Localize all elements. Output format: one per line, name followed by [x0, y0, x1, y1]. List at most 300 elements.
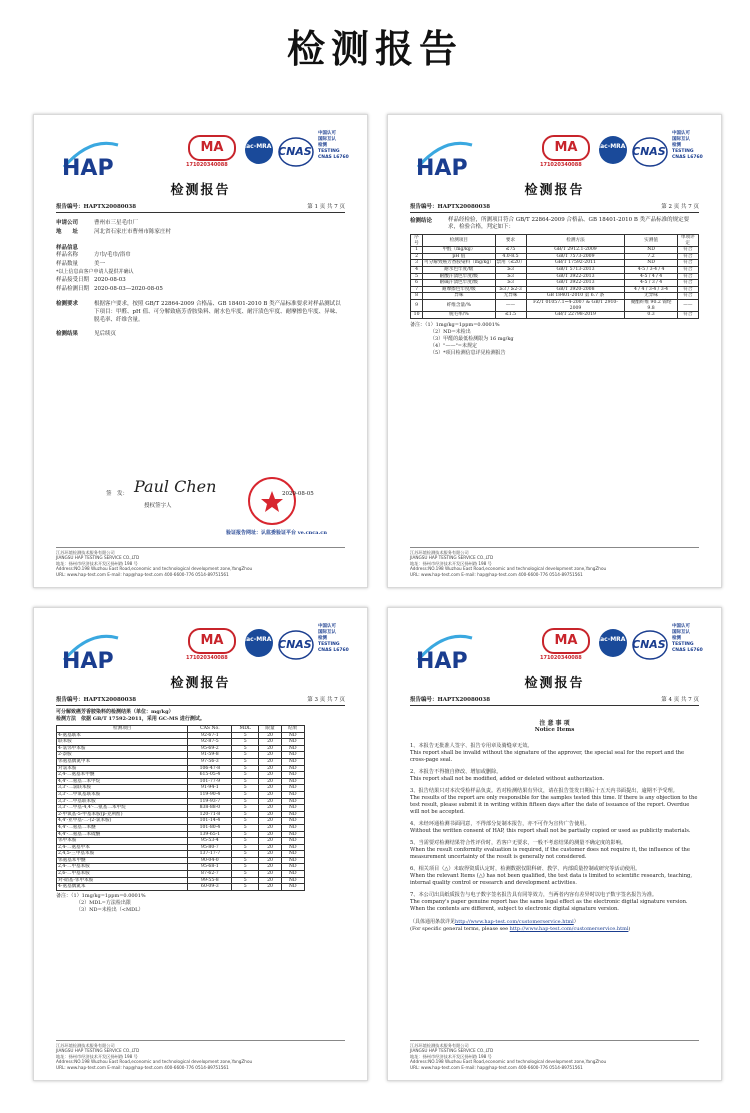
table-cell: 101-77-9 — [188, 778, 232, 785]
table-cell: 耐水色牢度/级 — [423, 266, 495, 273]
table-cell: ND — [281, 844, 304, 851]
table-cell: ND — [281, 877, 304, 884]
amine-row — [57, 811, 305, 818]
table-cell: ND — [281, 831, 304, 838]
table-cell: 无异味 — [625, 293, 677, 300]
table-cell: 95-53-4 — [188, 838, 232, 845]
table-cell: 20 — [259, 857, 282, 864]
amine-row — [57, 838, 305, 845]
conclusion-row — [411, 312, 699, 319]
table-cell: 5 — [232, 857, 259, 864]
table-cell: 20 — [259, 752, 282, 759]
table-header-cell: 结果 — [281, 726, 304, 733]
table-cell: 7 — [411, 286, 423, 293]
hap-logo-icon — [414, 137, 476, 177]
amine-row — [57, 851, 305, 858]
meta-row: 报告编号：HAPTX20080038 第 1 页 共 7 页 — [56, 202, 345, 213]
table-cell: ≥3 — [495, 280, 526, 287]
table-cell: 5 — [232, 765, 259, 772]
notes: 备注：（1）1mg/kg=1ppm=0.0001% （2）ND=未检出 （3）甲醛的最低检测限为 16 mg/kg （4）"——"=未规定 （5）*项目检测信息详见检测报告 — [410, 321, 514, 356]
table-cell: 4-氯邻甲苯胺 — [57, 745, 188, 752]
table-cell: 4-5 / 3 / 4 — [625, 280, 677, 287]
amine-row — [57, 857, 305, 864]
verify-link[interactable]: 验证报告网址：认监委验证平台 ve.cnca.cn — [226, 530, 327, 536]
table-cell: ND — [281, 818, 304, 825]
table-cell: 20 — [259, 877, 282, 884]
table-cell: 符合 — [677, 286, 698, 293]
doc-title: 检测报告 — [524, 183, 585, 198]
conclusion-row — [411, 286, 699, 293]
table-cell: 5 — [232, 791, 259, 798]
table-cell: 91-94-1 — [188, 785, 232, 792]
amine-row — [57, 864, 305, 871]
table-header-cell: 检测项目 — [57, 726, 188, 733]
result-row: 检测结果 见后续页 — [56, 331, 117, 337]
table-cell: 99-55-8 — [188, 877, 232, 884]
amine-row — [57, 745, 305, 752]
table-header-cell: 要求 — [495, 235, 526, 247]
amine-row — [57, 739, 305, 746]
conclusion-row — [411, 293, 699, 300]
table-cell: 2-萘胺 — [57, 752, 188, 759]
table-cell: ND — [281, 857, 304, 864]
notice-item: 6、相关项目（△）未取得资质认定时，检测数据仅限科研、教学、内部质量控制或研究等活动使用。 When the relevant Items (△) has not been qualified, the test data is limited to scientific research, teaching, internal quality control or research and development activities. — [410, 866, 693, 886]
table-cell: ND — [281, 758, 304, 765]
meta-row: 报告编号：HAPTX20080038 第 4 页 共 7 页 — [410, 695, 699, 706]
table-cell: 20 — [259, 818, 282, 825]
table-cell: 5 — [232, 844, 259, 851]
table-cell: ND — [281, 864, 304, 871]
ma-mark: MA 171020340088 — [186, 133, 236, 171]
svg-text:HAP: HAP — [62, 649, 114, 670]
table-cell: ≥3 — [495, 266, 526, 273]
table-cell: 5 — [232, 851, 259, 858]
cnas-label: CNAS — [632, 145, 666, 158]
table-cell: 20 — [259, 805, 282, 812]
ilac-mra-icon — [244, 135, 274, 165]
table-cell: 95-69-2 — [188, 745, 232, 752]
amine-row — [57, 824, 305, 831]
cnas-label: CNAS — [278, 638, 312, 651]
ilac-label: ilac-MRA — [596, 143, 626, 150]
table-header-cell: 检测方法 — [526, 235, 625, 247]
table-header-cell: 序号 — [411, 235, 423, 247]
table-cell: 9 — [411, 299, 423, 311]
table-cell: 符合 — [677, 247, 698, 254]
table-cell: 101-80-4 — [188, 824, 232, 831]
table-cell: 5 — [232, 798, 259, 805]
table-cell: 4,4'-二氨基二苯甲烷 — [57, 778, 188, 785]
table-cell: 耐酸汗渍色牢度/级 — [423, 273, 495, 280]
table-cell: 92-67-1 — [188, 732, 232, 739]
amine-row — [57, 772, 305, 779]
table-cell: 119-90-4 — [188, 791, 232, 798]
notice-heading-cn: 注 意 事 项 — [539, 720, 570, 727]
table-cell: ND — [281, 838, 304, 845]
ilac-label: ilac-MRA — [242, 636, 272, 643]
footer: 江苏环境检测技术服务有限公司 JIANGSU HAP TESTING SERVICE CO.,LTD 地址：扬州市经济技术开发区扬州路 198 号 Address:NO.198 Wuzhou East Road,economic and technological development zone,YangZhou URL: www.hap-test.com E-mail: hap@hap-test.com 400-6600-776 0514-89751561 — [56, 1040, 345, 1070]
amine-row — [57, 758, 305, 765]
hap-logo-icon — [414, 630, 476, 670]
table-cell: 邻氨基苯甲醚 — [57, 857, 188, 864]
table-cell: 20 — [259, 844, 282, 851]
ilac-mra-icon — [598, 628, 628, 658]
amine-row — [57, 765, 305, 772]
svg-text:HAP: HAP — [416, 649, 468, 670]
table-cell: ND — [281, 745, 304, 752]
table-cell: 符合 — [677, 253, 698, 260]
table-cell: GB/T 22798-2019 — [526, 312, 625, 319]
table-cell: 20 — [259, 864, 282, 871]
table-cell: 20 — [259, 765, 282, 772]
table-cell: ND — [281, 732, 304, 739]
table-cell: 5 — [232, 752, 259, 759]
table-cell: 符合 — [677, 293, 698, 300]
table-cell: 2,4-二甲基苯胺 — [57, 864, 188, 871]
table-cell: 对-硝基-邻甲苯胺 — [57, 877, 188, 884]
table-cell: —— — [677, 299, 698, 311]
table-cell: 无异味 — [495, 293, 526, 300]
amine-row — [57, 884, 305, 891]
table-cell: GB/T 7573-2009 — [526, 253, 625, 260]
notice-list — [410, 743, 699, 913]
notice-item: 3、报告结果只对本次受检样品负责。若对检测结果有异议，请在报告签发日期后十五天内书面提出，逾期不予受理。 The results of the report are only responsible for the samples tested this time. If there is any objection to the test result, please submit it in writing within fifteen days after the date of issuance of the report. Overdue will not be accepted. — [410, 788, 698, 815]
table-cell: 5 — [232, 864, 259, 871]
table-cell: 联苯胺 — [57, 739, 188, 746]
table-cell: ND — [281, 884, 304, 891]
table-cell: 137-17-7 — [188, 851, 232, 858]
hap-logo-icon — [60, 137, 122, 177]
amine-row — [57, 791, 305, 798]
table-cell: 4 / 4 / 3-4 / 3-4 — [625, 286, 677, 293]
report-page-1: HAP MA 171020340088 ilac-MRA CNAS 中国认可 国际互认 检测 TESTING CNAS L6760 检测报告 报告编号：HAPTX20080038 第 1 页 共 7 页 申请公司 曹州市三星毛巾厂 地 址 河北省石家庄市曹州市陈家庄村 样品信息 样品名称 方巾/毛巾/浴巾 样品数量 美一 *以上信息由客户申请人提供并确认 样品接受日期 2020-08-03 样品检测日期 2020-08-03—2020-08-05 检测要求 根据客户要求，按照 GB/T 22864-2009 合格品、GB 18401-2010 B 类产品标准要求对样品测试以下项目：甲醛、pH 值、可分解致癌芳香胺染料、耐水色牢度、耐汗渍色牢度、耐摩擦色牢度、异味、脱毛率、纤维含量。 检测结果 见后续页 签 发： Paul Chen 授权签字人 2020-08-05 验证报告网址：认监委验证平台 ve.cnca.cn 江苏环境检测技术服务有限公司 JIANGSU HAP TESTING SERVICE CO.,LTD 地址：扬州市经济技术开发区扬州路 198 号 Address:NO.198 Wuzhou East Road,economic and technological development zone,YangZhou URL: www.hap-test.com E-mail: hap@hap-test.com 400-6600-776 0514-89751561 — [33, 114, 368, 588]
report-page-3 — [33, 607, 368, 1081]
meta-row: 报告编号：HAPTX20080038 第 2 页 共 7 页 — [410, 202, 699, 213]
table-cell: 4,4'-二氨基二苯醚 — [57, 824, 188, 831]
table-header-cell: 限量 — [259, 726, 282, 733]
terms-link-en[interactable]: http://www.hap-test.com/customerservice.html — [509, 926, 629, 932]
table-cell: 101-14-4 — [188, 818, 232, 825]
table-cell: 10 — [411, 312, 423, 319]
table-cell: 禁用（≤20） — [496, 260, 525, 266]
table-cell: 119-93-7 — [188, 798, 232, 805]
table-cell: 20 — [259, 884, 282, 891]
amine-row — [57, 818, 305, 825]
signature-area: 签 发： Paul Chen 授权签字人 2020-08-05 验证报告网址：认监委验证平台 ve.cnca.cn — [106, 477, 327, 536]
table-cell: ND — [281, 739, 304, 746]
table-header-cell: 实测值 — [625, 235, 677, 247]
table-cell: ND — [281, 791, 304, 798]
table-cell: GB/T 3922-2013 — [526, 280, 625, 287]
table-header-cell: MDL — [232, 726, 259, 733]
table-cell: 2,4-二氨基苯甲醚 — [57, 772, 188, 779]
svg-text:HAP: HAP — [62, 156, 114, 177]
header-logos — [56, 622, 349, 670]
table-cell: 邻甲苯胺 — [57, 838, 188, 845]
table-header-cell: 单项评定 — [677, 235, 698, 247]
table-cell: ND — [281, 785, 304, 792]
table-cell: 符合 — [677, 266, 698, 273]
doc-title: 检测报告 — [170, 183, 231, 198]
conclusion-row — [411, 247, 699, 254]
table-cell: 6 — [411, 280, 423, 287]
table-cell: GB/T 2912.1-2009 — [526, 247, 625, 254]
ilac-mra-icon — [598, 135, 628, 165]
conclusion-row — [411, 266, 699, 273]
notice-item: 7、本公司出具纸质报告与电子数字签名报告具有同等效力，当两者内容有差异时以电子数字签名报告为准。 The company's paper genuine report has the same legal effect as the electronic digital signature version. When the contents are different, subject to electronic digital signature version. — [410, 892, 688, 912]
table-cell: 90-04-0 — [188, 857, 232, 864]
table-cell: 2,6-二甲基苯胺 — [57, 871, 188, 878]
table-cell: 8 — [411, 293, 423, 300]
table-cell: 120-71-8 — [188, 811, 232, 818]
amine-row — [57, 844, 305, 851]
table-cell: 2,4,5-三甲基苯胺 — [57, 851, 188, 858]
notice-item: 1、本报告无批准人签字、报告专用章及骑缝章无效。 This report shall be invalid without the signature of the approver, the special seal for the report and the cross-page seal. — [410, 743, 685, 763]
header-logos — [56, 129, 349, 177]
doc-title: 检测报告 — [170, 676, 231, 691]
table-cell: 对氯苯胺 — [57, 765, 188, 772]
table-cell: 5 — [232, 838, 259, 845]
table-cell: 4-5 / 4 / 4 — [625, 273, 677, 280]
table-cell: 7.2 — [625, 253, 677, 260]
table-cell: 5 — [232, 745, 259, 752]
table-cell: 5 — [232, 758, 259, 765]
table-cell: 60-09-3 — [188, 884, 232, 891]
table-cell: 95-80-7 — [188, 844, 232, 851]
table-cell: 5 — [232, 824, 259, 831]
cert-lines: 中国认可 国际互认 检测 TESTING CNAS L6760 — [672, 131, 703, 160]
method-line: 检测方法 依据 GB/T 17592-2011，采用 GC-MS 进行测试。 — [56, 716, 205, 722]
table-cell: 3,3'-二甲基联苯胺 — [57, 798, 188, 805]
table-cell: 20 — [259, 739, 282, 746]
table-cell: 20 — [259, 772, 282, 779]
table-cell: 聚酯纤维 90.2 锦纶 9.8 — [625, 299, 677, 311]
table-cell: 符合 — [677, 260, 698, 267]
table-cell: 4-5 / 3-4 / 4 — [625, 266, 677, 273]
signature: Paul Chen — [134, 477, 217, 496]
table-cell: ND — [281, 805, 304, 812]
table-cell: 5 — [232, 811, 259, 818]
table-cell: 838-88-0 — [188, 805, 232, 812]
table-cell: ND — [625, 260, 677, 267]
report-page-4 — [387, 607, 722, 1081]
table-cell: 4-氨基偶氮苯 — [57, 884, 188, 891]
table-cell: 可分解致癌芳香胺染料（mg/kg） — [424, 260, 494, 266]
report-page-2 — [387, 114, 722, 588]
footer: 江苏环境检测技术服务有限公司 JIANGSU HAP TESTING SERVICE CO.,LTD 地址：扬州市经济技术开发区扬州路 198 号 Address:NO.198 Wuzhou East Road,economic and technological development zone,YangZhou URL: www.hap-test.com E-mail: hap@hap-test.com 400-6600-776 0514-89751561 — [56, 547, 345, 577]
note: *以上信息由客户申请人提供并确认 — [56, 269, 134, 275]
amine-row — [57, 877, 305, 884]
table-cell: ≤75 — [495, 247, 526, 254]
table-cell: 耐摩擦色牢度/级 — [423, 286, 495, 293]
amine-row — [57, 752, 305, 759]
table-cell: 92-87-5 — [188, 739, 232, 746]
table-cell: ≥3 — [495, 273, 526, 280]
table-cell: 20 — [259, 758, 282, 765]
table-cell: ND — [281, 765, 304, 772]
amine-row — [57, 732, 305, 739]
cert-lines: 中国认可 国际互认 检测 TESTING CNAS L6760 — [672, 624, 703, 653]
terms-cn: （具体通用条款详见http://www.hap-test.com/customerservice.html） — [410, 919, 579, 925]
table-cell: FZ/T 01057.1~4-2007 & GB/T 2910-2009 — [526, 299, 625, 311]
table-cell: 耐碱汗渍色牢度/级 — [423, 280, 495, 287]
cnas-label: CNAS — [632, 638, 666, 651]
ma-mark: MA 171020340088 — [540, 626, 590, 664]
notes: 备注：（1）1mg/kg=1ppm=0.0001% （2）MDL=方法检出限 （3）ND=未检出（<MDL） — [56, 892, 146, 913]
cert-lines: 中国认可 国际互认 检测 TESTING CNAS L6760 — [318, 131, 349, 160]
table-cell: 5 — [232, 778, 259, 785]
table-cell: ND — [281, 811, 304, 818]
table-cell: 异味 — [423, 293, 495, 300]
table-cell: GB/T 17592-2011 — [526, 260, 625, 267]
table-cell: 1 — [411, 247, 423, 254]
table-cell: 20 — [259, 831, 282, 838]
table-cell: 20 — [259, 851, 282, 858]
ilac-label: ilac-MRA — [242, 143, 272, 150]
table-cell: —— — [495, 299, 526, 311]
client-row: 申请公司 曹州市三星毛巾厂 — [56, 220, 139, 226]
table-cell: 5 — [411, 273, 423, 280]
table-cell: 5 — [232, 805, 259, 812]
table-cell: 615-05-4 — [188, 772, 232, 779]
table-cell: 5 — [232, 831, 259, 838]
table-cell: GB/T 3922-2013 — [526, 273, 625, 280]
conclusion-row — [411, 253, 699, 260]
ilac-label: ilac-MRA — [596, 636, 626, 643]
table-cell: ≤1.5 — [495, 312, 526, 319]
amine-row — [57, 831, 305, 838]
footer: 江苏环境检测技术服务有限公司 JIANGSU HAP TESTING SERVICE CO.,LTD 地址：扬州市经济技术开发区扬州路 198 号 Address:NO.198 Wuzhou East Road,economic and technological development zone,YangZhou URL: www.hap-test.com E-mail: hap@hap-test.com 400-6600-776 0514-89751561 — [410, 547, 699, 577]
table-cell: 20 — [259, 732, 282, 739]
table-cell: 20 — [259, 791, 282, 798]
table-cell: ND — [281, 778, 304, 785]
amine-table — [56, 725, 305, 891]
table-cell: 4 — [411, 266, 423, 273]
ilac-mra-icon — [244, 628, 274, 658]
conclusion-row — [411, 280, 699, 287]
table-cell: 5 — [232, 818, 259, 825]
hap-logo-icon — [60, 630, 122, 670]
amine-row — [57, 785, 305, 792]
table-cell: 脱毛率/% — [423, 312, 495, 319]
table-cell: 20 — [259, 838, 282, 845]
table-cell: 5 — [232, 732, 259, 739]
table-cell: ND — [281, 752, 304, 759]
table-cell: 20 — [259, 871, 282, 878]
table-cell: 4.0-8.5 — [495, 253, 526, 260]
section-heading: 可分解致癌芳香胺染料的检测结果（单位：mg/kg） — [56, 709, 174, 715]
table-cell: 5 — [232, 877, 259, 884]
table-cell: 符合 — [677, 312, 698, 319]
table-cell: 0.3 — [625, 312, 677, 319]
table-cell: 3,3'-二氯联苯胺 — [57, 785, 188, 792]
table-cell: 87-62-7 — [188, 871, 232, 878]
header-logos — [410, 129, 703, 177]
table-cell: 5 — [232, 884, 259, 891]
conclusion-row — [411, 299, 699, 311]
amine-row — [57, 798, 305, 805]
table-cell: ND — [281, 851, 304, 858]
table-cell: 2-甲氧基-5-甲基苯胺(p-克利酊) — [57, 811, 188, 818]
table-cell: ND — [281, 798, 304, 805]
table-cell: 5 — [232, 739, 259, 746]
address-row: 地 址 河北省石家庄市曹州市陈家庄村 — [56, 229, 172, 235]
table-cell: 91-59-8 — [188, 752, 232, 759]
amine-row — [57, 871, 305, 878]
meta-row: 报告编号：HAPTX20080038 第 3 页 共 7 页 — [56, 695, 345, 706]
conclusion-row — [411, 260, 699, 267]
conclusion-row: 检测结论 样品经检验，所测项目符合 GB/T 22864-2009 合格品、GB 18401-2010 B 类产品标准的规定要求，检验合格，判定如下： — [410, 217, 690, 230]
table-cell: ND — [281, 772, 304, 779]
svg-text:HAP: HAP — [416, 156, 468, 177]
table-header-cell: CAS No. — [188, 726, 232, 733]
red-stamp-icon — [246, 475, 298, 527]
table-cell: GB/T 5713-2013 — [526, 266, 625, 273]
table-cell: 2 — [411, 253, 423, 260]
page-title: 检测报告 — [286, 27, 463, 71]
table-cell: 20 — [259, 824, 282, 831]
table-cell: 符合 — [677, 273, 698, 280]
header-logos — [410, 622, 703, 670]
table-cell: 20 — [259, 785, 282, 792]
table-cell: 5 — [232, 772, 259, 779]
table-cell: 3,3'-二甲氧基联苯胺 — [57, 791, 188, 798]
conclusion-row — [411, 273, 699, 280]
table-cell: ND — [281, 871, 304, 878]
table-cell: 2,4-二氨基甲苯 — [57, 844, 188, 851]
table-cell: 20 — [259, 811, 282, 818]
table-cell: 106-47-8 — [188, 765, 232, 772]
amine-row — [57, 805, 305, 812]
table-cell: ND — [281, 824, 304, 831]
table-cell: ≥3 / ≥2-3 — [495, 286, 526, 293]
table-cell: 5 — [232, 871, 259, 878]
table-cell: 139-65-1 — [188, 831, 232, 838]
table-cell: pH 值 — [423, 253, 495, 260]
table-cell: 4,4'-二氨基二苯硫醚 — [57, 831, 188, 838]
table-cell: 3,3'-二甲基-4,4'-二氨基二苯甲烷 — [57, 805, 188, 812]
conclusion-table — [410, 234, 699, 319]
table-cell: 4,4'-亚甲基-二-(2-氯苯胺) — [57, 818, 188, 825]
cert-lines: 中国认可 国际互认 检测 TESTING CNAS L6760 — [318, 624, 349, 653]
table-cell: ND — [625, 247, 677, 254]
table-cell: 甲醛（mg/kg） — [423, 247, 495, 254]
ma-mark: MA 171020340088 — [186, 626, 236, 664]
requirement-row: 检测要求 根据客户要求，按照 GB/T 22864-2009 合格品、GB 18401-2010 B 类产品标准要求对样品测试以下项目：甲醛、pH 值、可分解致癌芳香胺染料、耐水色牢度、耐汗渍色牢度、耐摩擦色牢度、异味、脱毛率、纤维含量。 — [56, 301, 341, 323]
amine-row — [57, 778, 305, 785]
notice-item: 2、本报告不得擅自修改、增加或删除。 This report shall not be modified, added or deleted without authorization. — [410, 769, 605, 782]
table-cell: 纤维含量/% — [423, 299, 495, 311]
ma-mark: MA 171020340088 — [540, 133, 590, 171]
footer: 江苏环境检测技术服务有限公司 JIANGSU HAP TESTING SERVICE CO.,LTD 地址：扬州市经济技术开发区扬州路 198 号 Address:NO.198 Wuzhou East Road,economic and technological development zone,YangZhou URL: www.hap-test.com E-mail: hap@hap-test.com 400-6600-776 0514-89751561 — [410, 1040, 699, 1070]
terms-en: (For specific general terms, please see http://www.hap-test.com/customerservice.html) — [410, 926, 631, 932]
table-cell: GB/T 3920-2008 — [526, 286, 625, 293]
table-cell: 符合 — [677, 280, 698, 287]
table-cell: 95-68-1 — [188, 864, 232, 871]
table-header-cell: 检测项目 — [423, 235, 495, 247]
terms-link-cn[interactable]: http://www.hap-test.com/customerservice.html — [455, 919, 574, 925]
table-cell: 邻氨基偶氮甲苯 — [57, 758, 188, 765]
notice-heading-en: Notice Items — [534, 727, 575, 733]
cnas-label: CNAS — [278, 145, 312, 158]
table-cell: 3 — [411, 260, 423, 267]
sample-info-heading: 样品信息 — [56, 245, 79, 251]
notice-item: 5、当需要对检测结果符合性评价时，若客户无要求，一般不考虑结果的测量不确定度的影响。 When the result conformity evaluation is required, if the customer does not require it, the influence of the measurement uncertainty of the result is generally not considered. — [410, 840, 690, 860]
table-cell: 20 — [259, 745, 282, 752]
table-cell: 4-氨基联苯 — [57, 732, 188, 739]
table-cell: 20 — [259, 798, 282, 805]
table-cell: 20 — [259, 778, 282, 785]
